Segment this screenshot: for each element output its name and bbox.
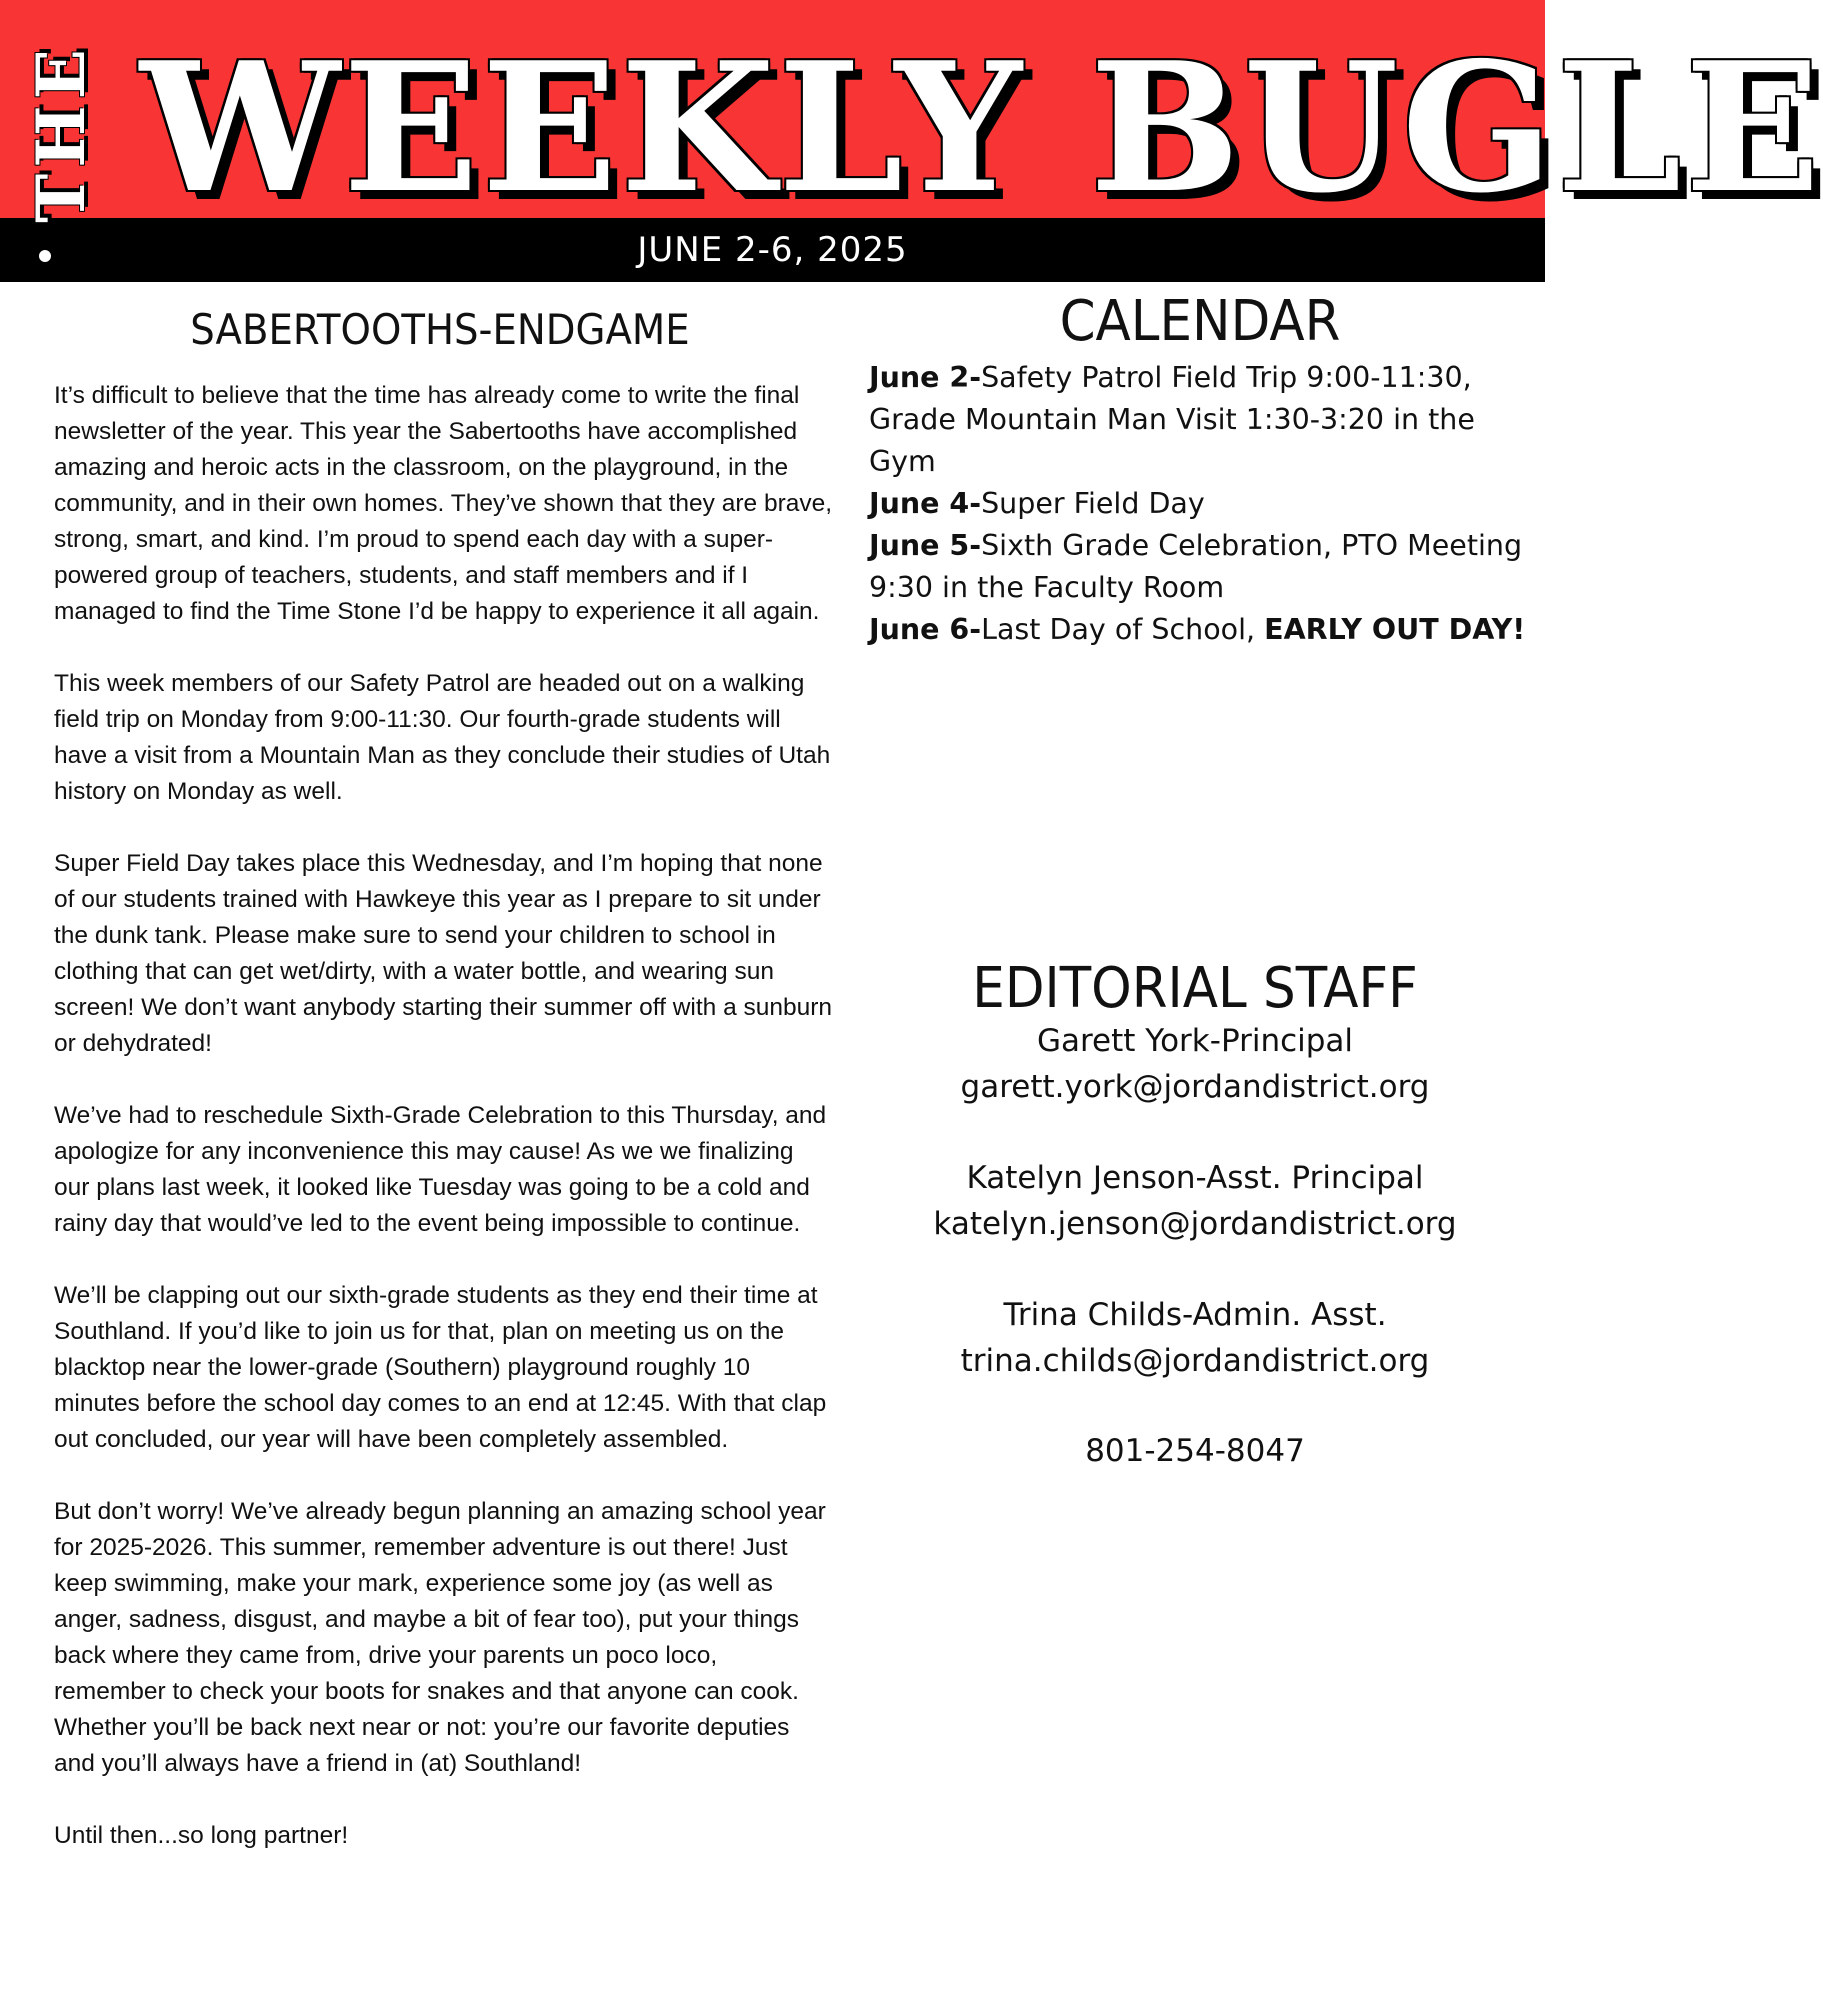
article-paragraph: We’ve had to reschedule Sixth-Grade Celebration to this Thursday, and apologize for any inconvenience this may cause! As we we finalizing our plans last week, it looked like Tuesday was going to be a cold and rainy day that would’ve led to the event being impossible to continue. bbox=[54, 1102, 827, 1237]
staff-email[interactable]: katelyn.jenson@jordandistrict.org bbox=[933, 1206, 1457, 1242]
calendar-item-date: June 6- bbox=[869, 613, 982, 646]
staff-entry bbox=[870, 1155, 1520, 1247]
article-paragraph: Until then...so long partner! bbox=[54, 1822, 349, 1849]
article-paragraph: Super Field Day takes place this Wednesday, and I’m hoping that none of our students trained with Hawkeye this year as I prepare to sit under the dunk tank. Please make sure to send your children to school in clothing that can get wet/dirty, with a water bottle, and wearing sun screen! We don’t want anybody starting their summer off with a sunburn or dehydrated! bbox=[54, 850, 833, 1057]
article-body bbox=[54, 378, 834, 1890]
calendar-item-date: June 5- bbox=[869, 529, 982, 562]
calendar-item-text: Safety Patrol Field Trip 9:00-11:30, Grade Mountain Man Visit 1:30-3:20 in the Gym bbox=[869, 361, 1475, 478]
calendar-item-text: Last Day of School, bbox=[981, 613, 1265, 646]
issue-date: JUNE 2-6, 2025 bbox=[637, 230, 908, 270]
masthead bbox=[0, 0, 1823, 282]
article-paragraph: This week members of our Safety Patrol are headed out on a walking field trip on Monday from 9:00-11:30. Our fourth-grade students will have a visit from a Mountain Man as they conclude their studies of Utah history on Monday as well. bbox=[54, 670, 831, 805]
calendar-item-text: Sixth Grade Celebration, PTO Meeting 9:30 in the Faculty Room bbox=[869, 529, 1523, 604]
article-paragraph: It’s difficult to believe that the time has already come to write the final newsletter of the year. This year the Sabertooths have accomplished amazing and heroic acts in the classroom, on the playground, in the community, and in their own homes. They’ve shown that they are brave, strong, smart, and kind. I’m proud to spend each day with a super-powered group of teachers, students, and staff members and if I managed to find the Time Stone I’d be happy to experience it all again. bbox=[54, 382, 833, 625]
staff-email[interactable]: trina.childs@jordandistrict.org bbox=[960, 1343, 1430, 1379]
newsletter-title: WEEKLY BUGLE bbox=[140, 23, 1823, 232]
article-heading: SABERTOOTHS-ENDGAME bbox=[190, 305, 690, 354]
calendar-item bbox=[869, 357, 1539, 483]
calendar-list bbox=[869, 357, 1539, 651]
calendar-item-date: June 4- bbox=[869, 487, 982, 520]
calendar-item bbox=[869, 609, 1539, 651]
masthead-prefix: THE bbox=[22, 43, 100, 223]
staff-name: Trina Childs-Admin. Asst. bbox=[1003, 1297, 1387, 1333]
article-paragraph: But don’t worry! We’ve already begun planning an amazing school year for 2025-2026. This summer, remember adventure is out there! Just keep swimming, make your mark, experience some joy (as well as anger, sadness, disgust, and maybe a bit of fear too), put your things back where they came from, drive your parents un poco loco, remember to check your boots for snakes and that anyone can cook. Whether you’ll be back next near or not: you’re our favorite deputies and you’ll always have a friend in (at) Southland! bbox=[54, 1498, 826, 1777]
staff-phone-block bbox=[870, 1428, 1520, 1474]
staff-entry bbox=[870, 1018, 1520, 1110]
calendar-heading: CALENDAR bbox=[1059, 289, 1341, 354]
staff-name: Katelyn Jenson-Asst. Principal bbox=[966, 1160, 1424, 1196]
editorial-heading: EDITORIAL STAFF bbox=[972, 956, 1418, 1021]
staff-email[interactable]: garett.york@jordandistrict.org bbox=[960, 1069, 1430, 1105]
calendar-item bbox=[869, 483, 1539, 525]
calendar-item-date: June 2- bbox=[869, 361, 982, 394]
calendar-item-emphasis: EARLY OUT DAY! bbox=[1264, 613, 1526, 646]
staff-phone[interactable]: 801-254-8047 bbox=[1085, 1433, 1305, 1469]
article-paragraph: We’ll be clapping out our sixth-grade students as they end their time at Southland. If you’d like to join us for that, plan on meeting us on the blacktop near the lower-grade (Southern) playground roughly 10 minutes before the school day comes to an end at 12:45. With that clap out concluded, our year will have been completely assembled. bbox=[54, 1282, 827, 1453]
calendar-item-text: Super Field Day bbox=[981, 487, 1205, 520]
calendar-item bbox=[869, 525, 1539, 609]
staff-name: Garett York-Principal bbox=[1036, 1023, 1354, 1059]
staff-entry bbox=[870, 1292, 1520, 1384]
